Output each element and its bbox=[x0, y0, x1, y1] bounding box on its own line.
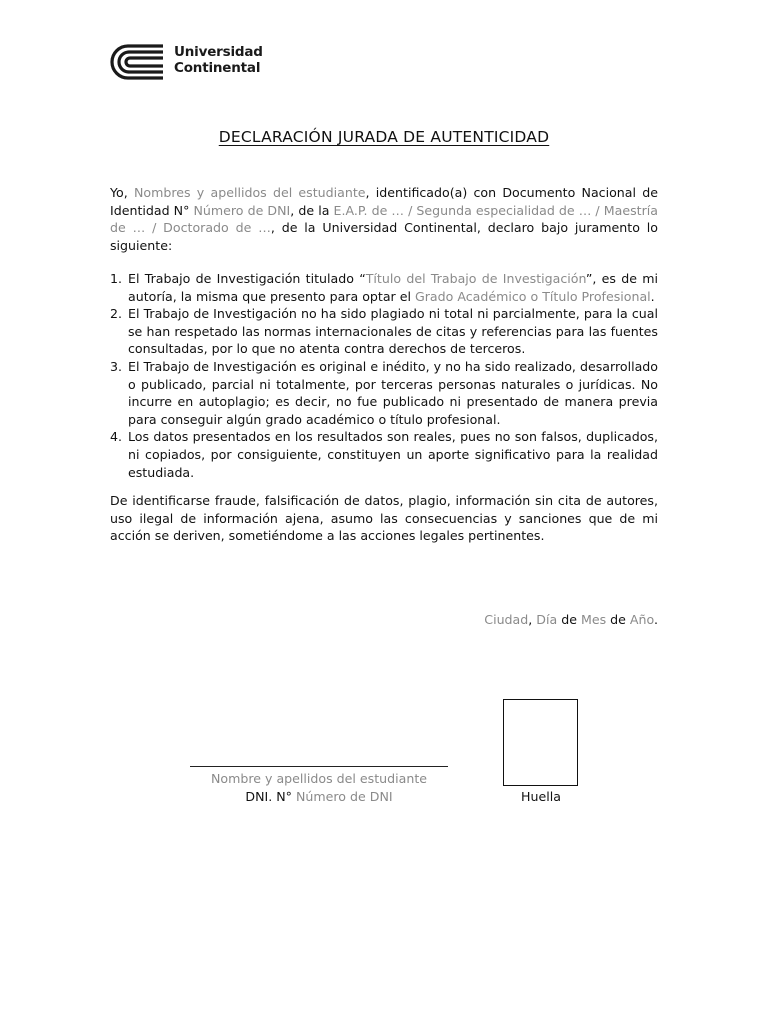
list-item: 4. Los datos presentados en los resultados son reales, pues no son falsos, duplicados, ni copiados, por consiguiente, constituyen un aporte significativo para la realidad estudiada. bbox=[110, 429, 658, 480]
day-placeholder: Día bbox=[536, 612, 558, 627]
list-item: 2. El Trabajo de Investigación no ha sido plagiado ni total ni parcialmente, para la cual se han respetado las normas internacionales de citas y referencias para las fuentes consultadas, por lo que no atenta contra derechos de terceros. bbox=[110, 306, 658, 357]
signature-name-placeholder: Nombre y apellidos del estudiante bbox=[210, 771, 428, 786]
page-title: DECLARACIÓN JURADA DE AUTENTICIDAD bbox=[218, 128, 550, 146]
fingerprint-label: Huella bbox=[521, 789, 561, 804]
logo-line-2: Continental bbox=[174, 60, 261, 76]
student-name-placeholder: Nombres y apellidos del estudiante bbox=[133, 185, 366, 200]
list-item: 1. El Trabajo de Investigación titulado “Título del Trabajo de Investigación”, es de mi autoría, la misma que presento para optar el Grado Académico o Título Profesional. bbox=[110, 271, 658, 304]
declaration-list bbox=[110, 270, 658, 481]
signature-dni-placeholder: Número de DNI bbox=[295, 789, 393, 804]
year-placeholder: Año bbox=[629, 612, 654, 627]
month-placeholder: Mes bbox=[580, 612, 607, 627]
date-line: Ciudad, Día de Mes de Año. bbox=[484, 612, 658, 627]
degree-placeholder: Grado Académico o Título Profesional bbox=[414, 288, 651, 304]
list-item: 3. El Trabajo de Investigación es original e inédito, y no ha sido realizado, desarrollado o publicado, parcial ni totalmente, por terceras personas naturales o jurídicas. No incurre en autoplagio; es decir, no fue publicado ni presentado de manera previa para conseguir algún grado académico o título profesional. bbox=[110, 358, 658, 427]
intro-paragraph: Yo, Nombres y apellidos del estudiante, identificado(a) con Documento Nacional de Identidad N° Número de DNI, de la E.A.P. de … / Segunda especialidad de … / Maestría de … / Doctorado de …, de la Universidad Continental, declaro bajo juramento lo siguiente: bbox=[110, 185, 658, 253]
dni-number-placeholder: Número de DNI bbox=[193, 202, 291, 218]
city-placeholder: Ciudad bbox=[484, 612, 529, 627]
logo-line-1: Universidad bbox=[174, 44, 263, 60]
program-placeholder: E.A.P. de … / Segunda especialidad de … / Maestría de … / Doctorado de … bbox=[110, 202, 658, 236]
logo-wordmark bbox=[174, 44, 263, 76]
signature-dni: DNI. N° Número de DNI bbox=[245, 789, 393, 804]
closing-paragraph: De identificarse fraude, falsificación de datos, plagio, información sin cita de autores, uso ilegal de información ajena, asumo las consecuencias y sanciones que de mi acción se deriven, sometiéndome a las acciones legales pertinentes. bbox=[110, 493, 658, 544]
research-title-placeholder: Título del Trabajo de Investigación bbox=[365, 271, 586, 286]
fingerprint-box bbox=[503, 699, 578, 786]
signature-line bbox=[190, 766, 448, 767]
